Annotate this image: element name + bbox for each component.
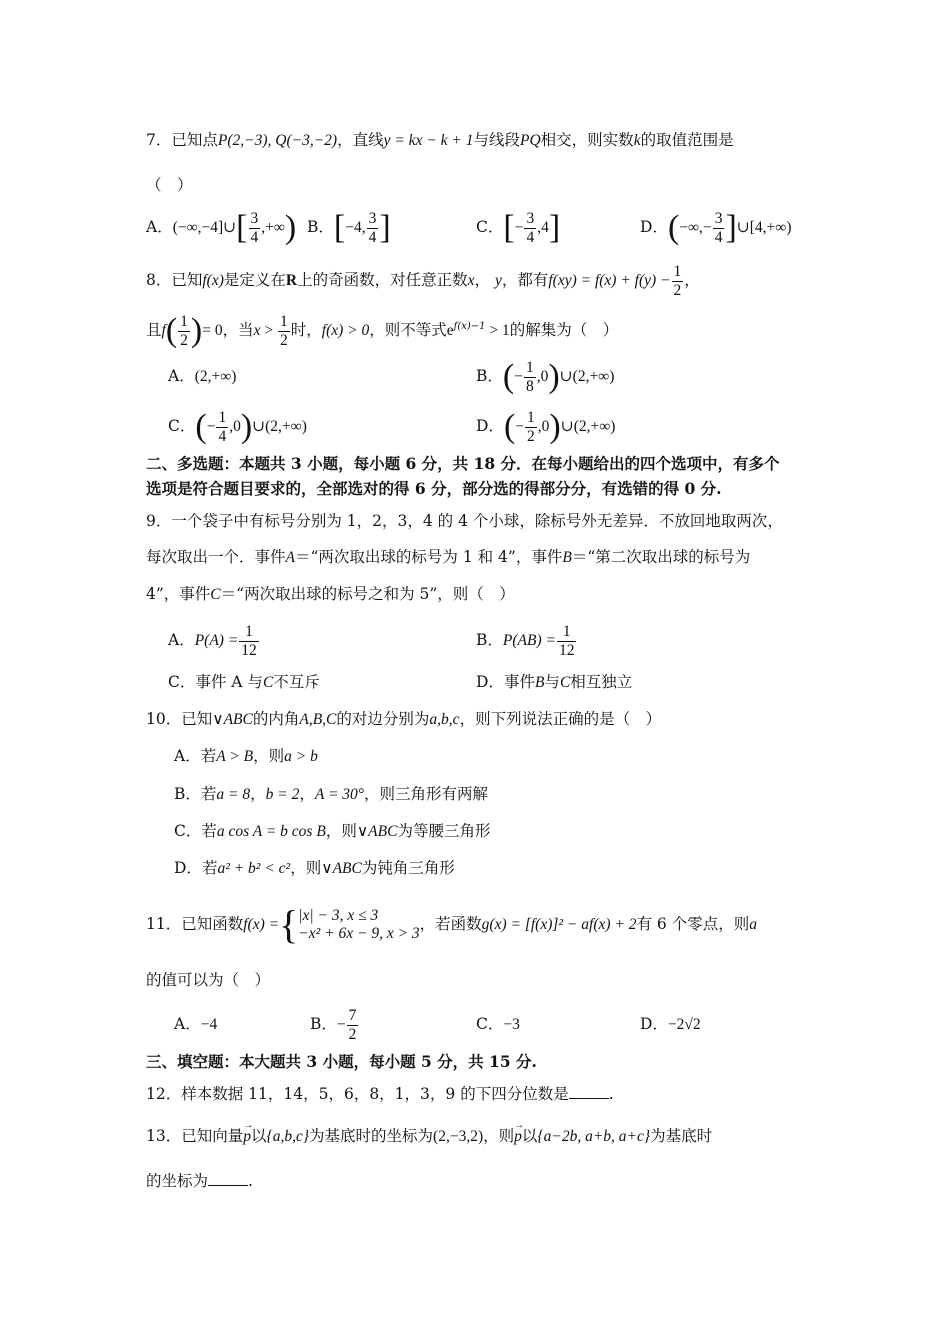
section-2-heading-cont: 选项是符合题目要求的，全部选对的得 6 分，部分选的得部分分，有选错的得 0 分. <box>146 479 722 498</box>
q9-line1: 9．一个袋子中有标号分别为 1，2，3，4 的 4 个小球，除标号外无差异．不放回地取两次， <box>146 512 783 530</box>
q13-answer-blank[interactable] <box>208 1171 248 1186</box>
q12-answer-blank[interactable] <box>569 1084 609 1099</box>
q9-option-a: A．P(A) = $\frac{1}{12}$ <box>168 622 257 659</box>
q9-option-c: C．事件 A 与C不互斥 <box>168 673 320 691</box>
q8-condition: 且f( $\frac{1}{2}$ )= 0，当x > $\frac{1}{2}$ 时，f(x) > 0，则不等式$e^{f(x)-1} > 1$的解集为（ ） <box>146 312 619 350</box>
q8-option-c: C．(− $\frac{1}{4}$ ,0)∪(2,+∞) <box>168 408 307 445</box>
q12-text: 12．样本数据 11，14，5，6，8，1，3，9 的下四分位数是 . <box>146 1085 614 1103</box>
q9-line2: 每次取出一个．事件A＝“两次取出球的标号为 1 和 4”，事件B＝“第二次取出球的标号为 <box>146 548 751 566</box>
q10-option-d: D．若a² + b² < c²，则∨ABC为钝角三角形 <box>174 859 455 877</box>
q9-option-d: D．事件B与C相互独立 <box>476 673 633 691</box>
q7-option-c: C．[− $\frac{3}{4}$ ,4] <box>476 209 561 246</box>
q7-paren: （ ） <box>146 176 193 194</box>
q9-option-b: B．P(AB) = $\frac{1}{12}$ <box>476 622 575 659</box>
q10-option-c: C．若a cos A = b cos B，则∨ABC为等腰三角形 <box>174 822 491 840</box>
section-2-heading: 二、多选题：本题共 3 小题，每小题 6 分，共 18 分．在每小题给出的四个选项中，有多个 <box>146 454 780 473</box>
q8-option-d: D．(− $\frac{1}{2}$ ,0)∪(2,+∞) <box>476 408 616 445</box>
q8-option-a: A．(2,+∞) <box>168 367 237 385</box>
q7-stem: 7．已知点P(2,−3), Q(−3,−2)，直线y = kx − k + 1与线段PQ相交，则实数k的取值范围是 <box>146 131 734 149</box>
q11-option-b: B．− $\frac{7}{2}$ <box>310 1006 357 1043</box>
q11-line2: 的值可以为（ ） <box>146 971 271 989</box>
q11-stem: 11．已知函数f(x) ={ |x| − 3, x ≤ 3 −x² + 6x − 9, x > 3 ，若函数g(x) = [f(x)]² − af(x) + 2有 6 个零点，则a <box>146 902 757 947</box>
q13-line2: 的坐标为 . <box>146 1172 253 1190</box>
section-3-heading: 三、填空题：本大题共 3 小题，每小题 5 分，共 15 分. <box>146 1052 537 1071</box>
q8-stem: 8．已知f(x)是定义在R上的奇函数，对任意正数x， y，都有f(xy) = f(x) + f(y) − $\frac{1}{2}$ ， <box>146 262 700 299</box>
q10-option-a: A．若A > B，则a > b <box>174 747 318 765</box>
q7-option-d: D．(−∞,− $\frac{3}{4}$ ]∪[4,+∞) <box>640 209 792 246</box>
q11-option-d: D．−2√2 <box>640 1015 701 1033</box>
q10-stem: 10．已知∨ABC的内角A,B,C的对边分别为a,b,c，则下列说法正确的是（ ） <box>146 710 662 728</box>
q8-option-b: B．(− $\frac{1}{8}$ ,0)∪(2,+∞) <box>476 358 615 395</box>
q7-option-a: A．(−∞,−4]∪[ $\frac{3}{4}$ ,+∞) <box>146 209 297 246</box>
q7-option-b: B．[−4, $\frac{3}{4}$ ] <box>307 209 391 246</box>
q13-stem: 13．已知向量→ p以{a,b,c}为基底时的坐标为(2,−3,2)，则→ p以{a−2b, a+b, a+c}为基底时 <box>146 1125 712 1148</box>
q11-option-a: A．−4 <box>174 1015 218 1033</box>
q11-option-c: C．−3 <box>476 1015 520 1033</box>
q9-line3: 4”，事件C＝“两次取出球的标号之和为 5”，则（ ） <box>146 585 515 603</box>
q10-option-b: B．若a = 8，b = 2，A = 30°，则三角形有两解 <box>174 785 488 803</box>
